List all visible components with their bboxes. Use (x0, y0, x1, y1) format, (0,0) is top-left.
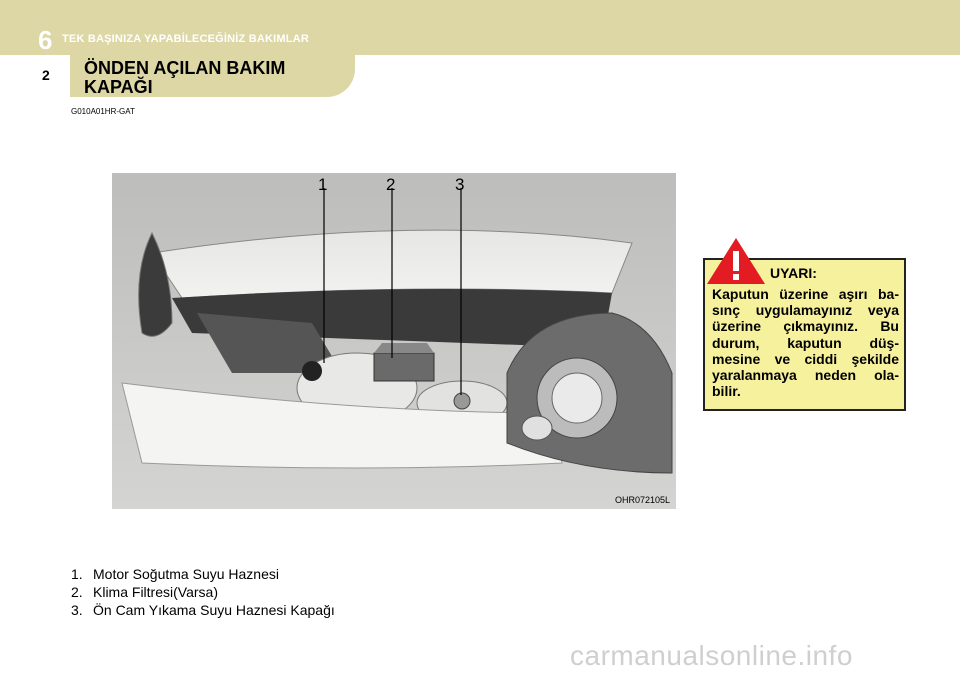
list-item (71, 565, 335, 583)
list-item (71, 601, 335, 619)
engine-bay-photo (112, 173, 676, 509)
list-item (71, 583, 335, 601)
warning-title: UYARI: (770, 265, 817, 281)
warning-body: Kaputun üzerine aşırı ba-sınç uygulamayınız veya üzerine çıkmayınız. Bu durum, kaputun düş-mesine ve ciddi şekilde yaralanmaya neden ola-bilir. (712, 286, 899, 400)
chapter-number: 6 (38, 25, 53, 55)
legend-list (71, 565, 335, 619)
exclamation-triangle-icon (705, 236, 767, 286)
callout-1: 1 (318, 175, 328, 194)
legend-number: 1. (71, 566, 83, 582)
callout-3: 3 (455, 175, 465, 194)
engine-bay-illustration (112, 173, 676, 509)
legend-text: Ön Cam Yıkama Suyu Haznesi Kapağı (93, 602, 335, 618)
section-title (84, 59, 334, 97)
section-code: G010A01HR-GAT (71, 107, 135, 116)
image-code: OHR072105L (614, 495, 670, 505)
section-title-line1: ÖNDEN AÇILAN BAKIM (84, 58, 286, 78)
watermark: carmanualsonline.info (570, 640, 853, 671)
section-title-line2: KAPAĞI (84, 77, 153, 97)
legend-number: 2. (71, 584, 83, 600)
legend-number: 3. (71, 602, 83, 618)
header-notch (0, 55, 70, 97)
chapter-title: TEK BAŞINIZA YAPABİLECEĞİNİZ BAKIMLAR (62, 33, 309, 45)
legend-text: Motor Soğutma Suyu Haznesi (93, 566, 279, 582)
callout-2: 2 (386, 175, 396, 194)
legend-text: Klima Filtresi(Varsa) (93, 584, 218, 600)
header-band (0, 0, 960, 55)
page-number: 2 (42, 67, 50, 83)
